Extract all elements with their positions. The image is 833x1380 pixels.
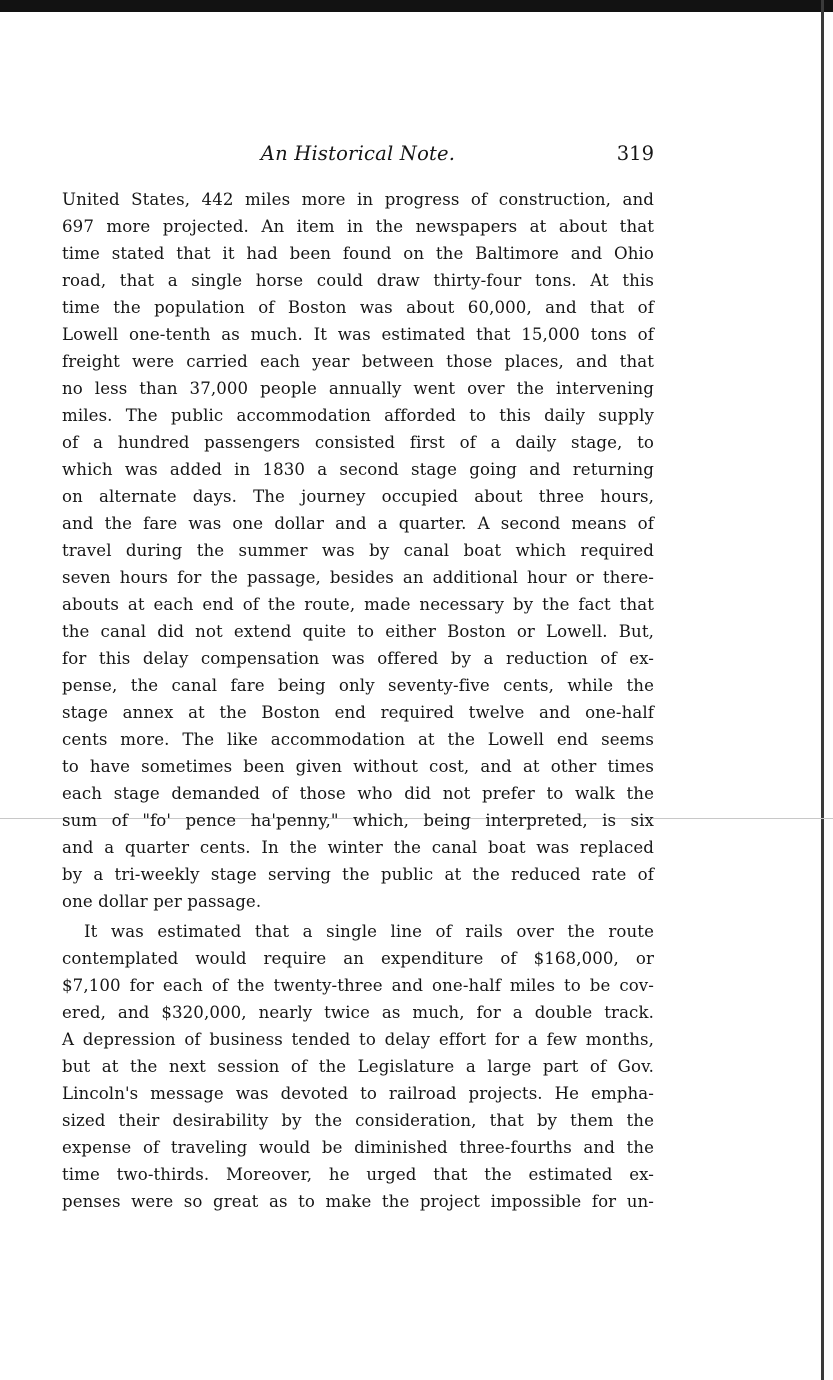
text-line: and a quarter cents. In the winter the canal boat was replaced	[62, 838, 654, 857]
text-line: miles. The public accommodation afforded to this daily supply	[62, 406, 654, 425]
text-line: Lincoln's message was devoted to railroad projects. He empha-	[62, 1084, 654, 1103]
body-text	[62, 186, 654, 1215]
text-line: sized their desirability by the consideration, that by them the	[62, 1111, 654, 1130]
text-line: of a hundred passengers consisted first of a daily stage, to	[62, 433, 654, 452]
text-line: the canal did not extend quite to either Boston or Lowell. But,	[62, 622, 654, 641]
text-line: to have sometimes been given without cost, and at other times	[62, 757, 654, 776]
text-line: one dollar per passage.	[62, 892, 262, 911]
text-line: for this delay compensation was offered by a reduction of ex-	[62, 649, 654, 668]
text-line: travel during the summer was by canal boat which required	[62, 541, 654, 560]
text-line: stage annex at the Boston end required twelve and one-half	[62, 703, 654, 722]
paragraph-2	[62, 918, 654, 1215]
text-line: sum of "fo' pence ha'penny," which, being interpreted, is six	[62, 811, 654, 830]
text-line: each stage demanded of those who did not prefer to walk the	[62, 784, 654, 803]
text-line: abouts at each end of the route, made necessary by the fact that	[62, 595, 654, 614]
running-head	[62, 142, 654, 172]
text-line: ered, and $320,000, nearly twice as much, for a double track.	[62, 1003, 654, 1022]
text-line: A depression of business tended to delay effort for a few months,	[62, 1030, 654, 1049]
text-line: by a tri-weekly stage serving the public at the reduced rate of	[62, 865, 654, 884]
text-line: It was estimated that a single line of rails over the route	[84, 922, 654, 941]
text-line: 697 more projected. An item in the newspapers at about that	[62, 217, 654, 236]
text-line: road, that a single horse could draw thirty-four tons. At this	[62, 271, 654, 290]
text-line: seven hours for the passage, besides an additional hour or there-	[62, 568, 654, 587]
text-line: which was added in 1830 a second stage going and returning	[62, 460, 654, 479]
text-line: cents more. The like accommodation at the Lowell end seems	[62, 730, 654, 749]
page-number: 319	[616, 142, 654, 165]
paragraph-1	[62, 186, 654, 915]
text-line: time the population of Boston was about 60,000, and that of	[62, 298, 654, 317]
text-line: contemplated would require an expenditure of $168,000, or	[62, 949, 654, 968]
text-line: and the fare was one dollar and a quarter. A second means of	[62, 514, 654, 533]
scan-top-edge	[0, 0, 833, 12]
text-line: time stated that it had been found on the Baltimore and Ohio	[62, 244, 654, 263]
text-line: penses were so great as to make the project impossible for un-	[62, 1192, 654, 1211]
text-line: expense of traveling would be diminished three-fourths and the	[62, 1138, 654, 1157]
text-line: Lowell one-tenth as much. It was estimated that 15,000 tons of	[62, 325, 654, 344]
running-title: An Historical Note.	[260, 142, 456, 165]
text-line: on alternate days. The journey occupied about three hours,	[62, 487, 654, 506]
text-line: pense, the canal fare being only seventy-five cents, while the	[62, 676, 654, 695]
text-line: freight were carried each year between those places, and that	[62, 352, 654, 371]
text-line: time two-thirds. Moreover, he urged that the estimated ex-	[62, 1165, 654, 1184]
scan-right-edge	[821, 0, 824, 1380]
text-line: United States, 442 miles more in progress of construction, and	[62, 190, 654, 209]
text-line: but at the next session of the Legislature a large part of Gov.	[62, 1057, 654, 1076]
text-line: no less than 37,000 people annually went over the intervening	[62, 379, 654, 398]
text-line: $7,100 for each of the twenty-three and one-half miles to be cov-	[62, 976, 654, 995]
